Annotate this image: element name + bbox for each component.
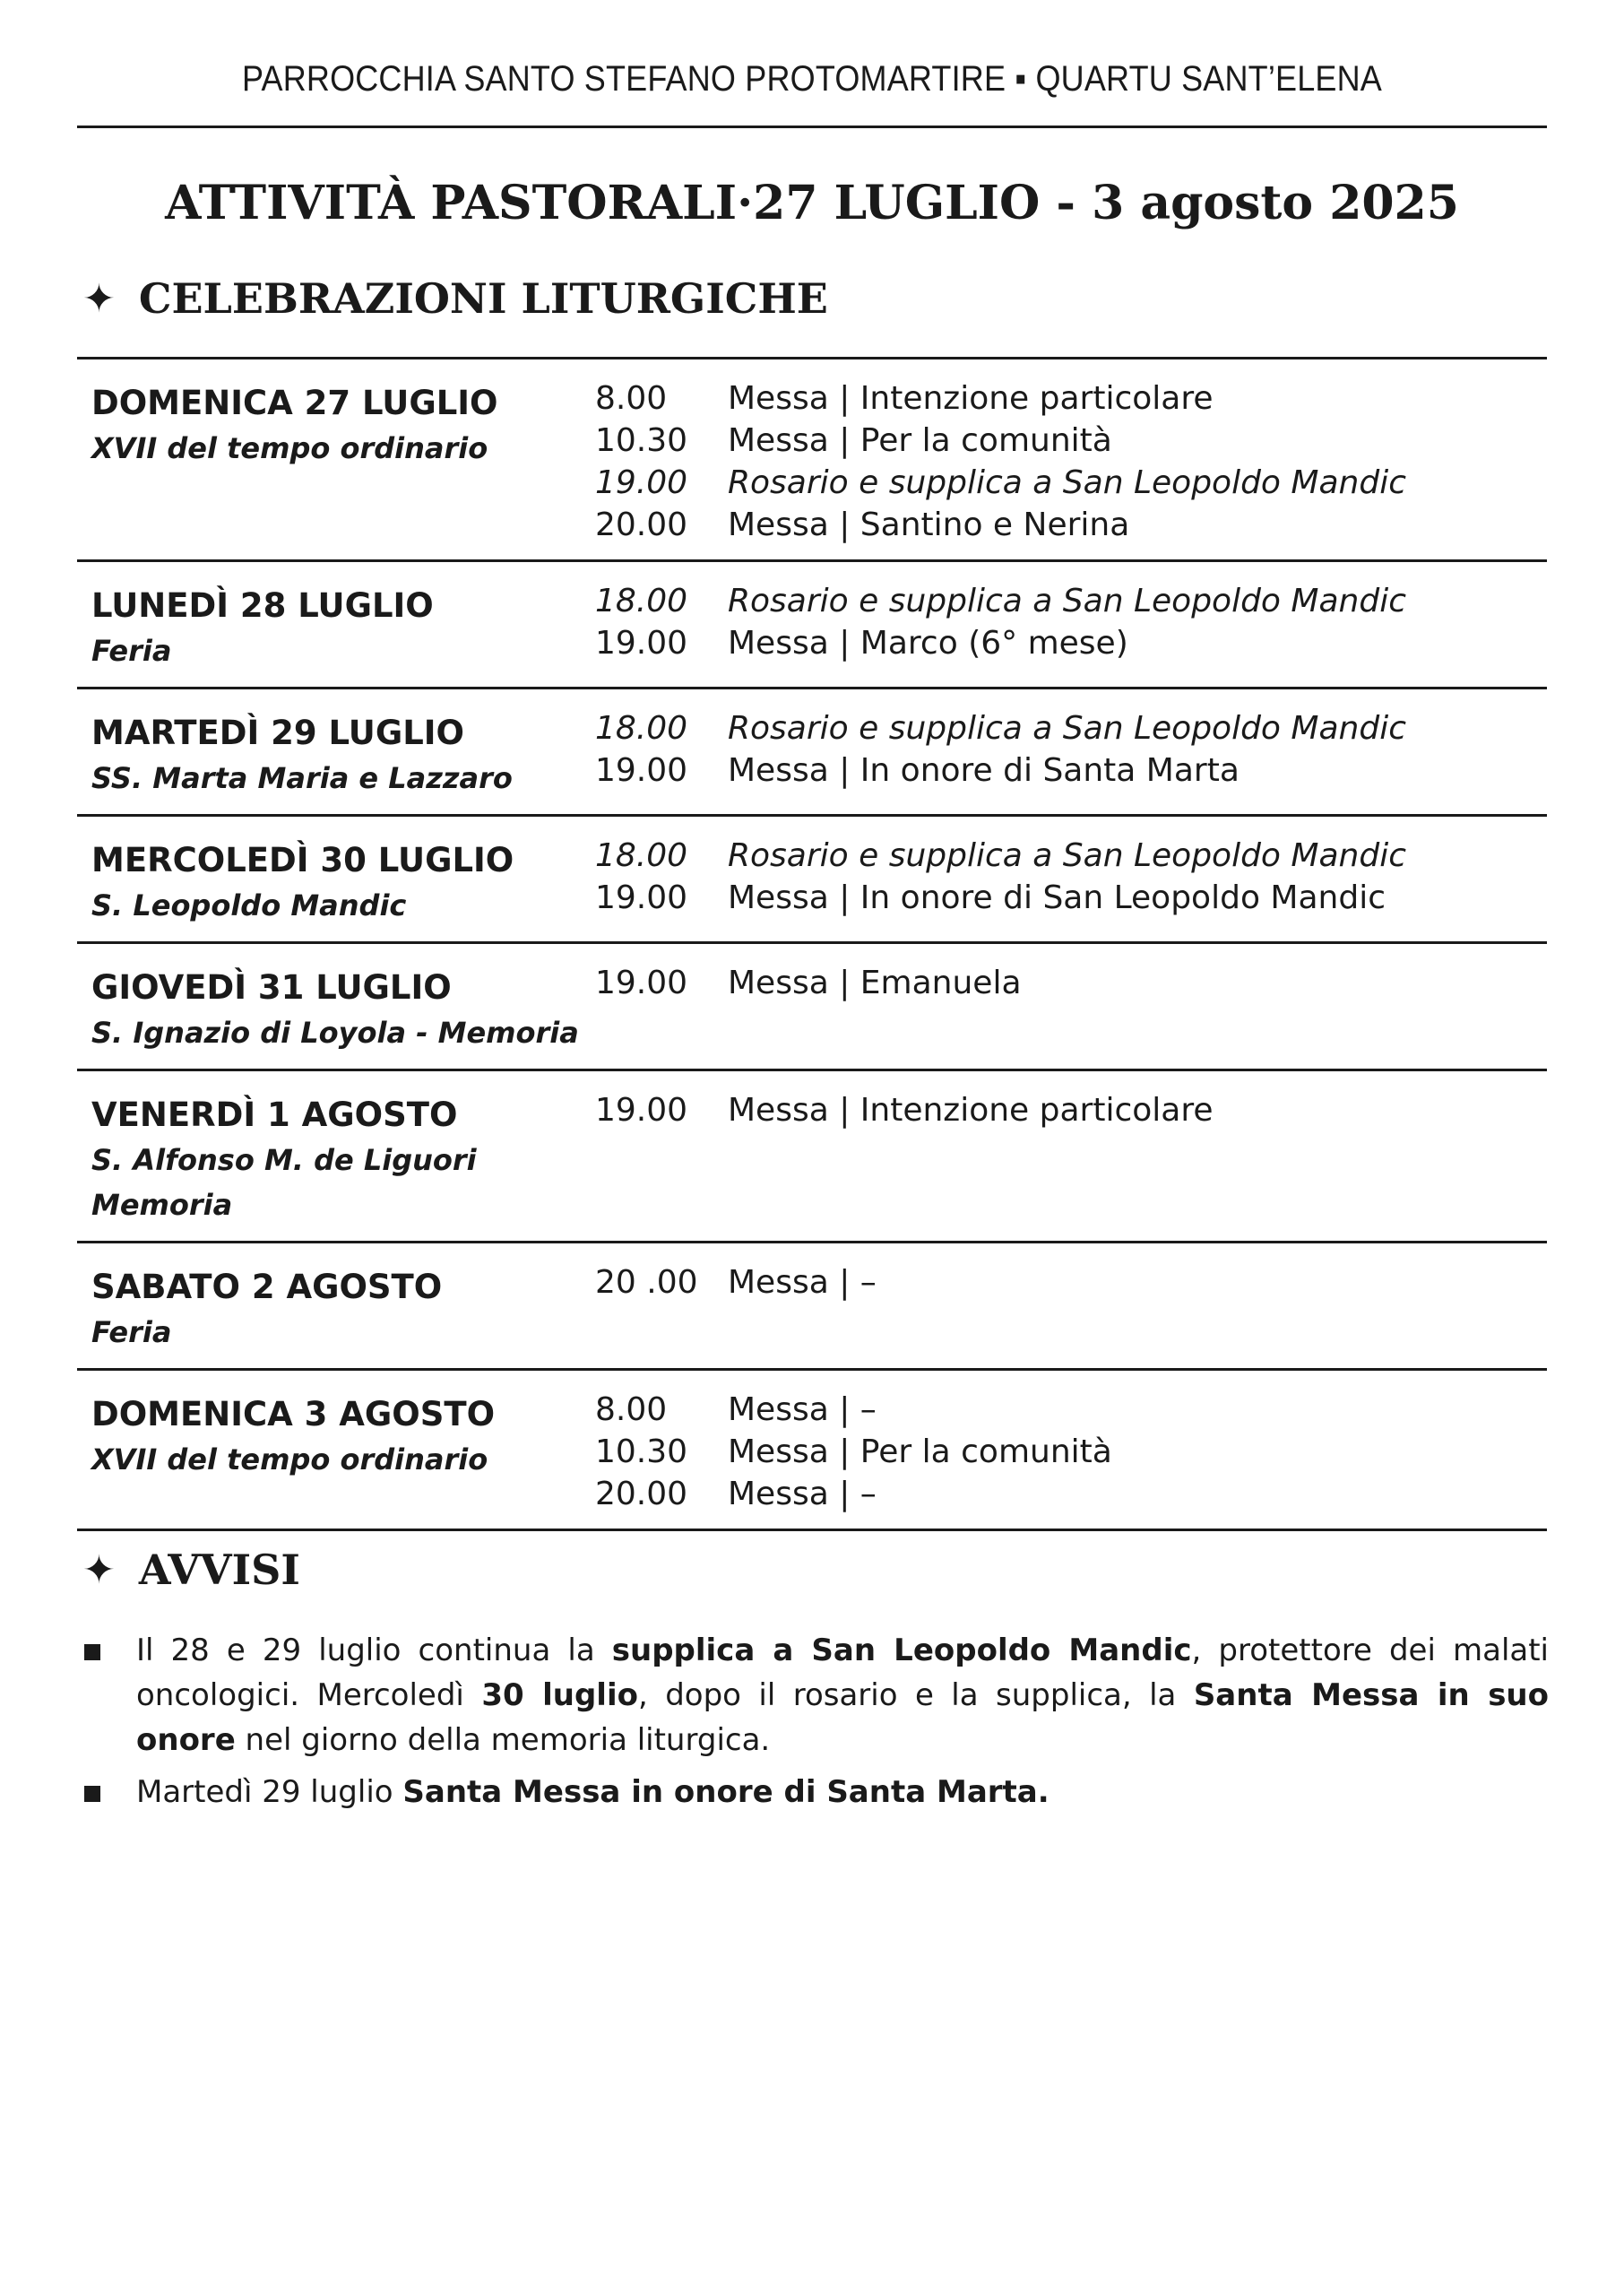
header-divider xyxy=(77,126,1547,128)
schedule-day-row xyxy=(77,559,1547,687)
day-events xyxy=(595,1261,1536,1303)
event-description: Rosario e supplica a San Leopoldo Mandic xyxy=(728,583,1406,619)
event-item xyxy=(595,707,1536,749)
event-item xyxy=(595,504,1536,546)
liturgical-schedule xyxy=(77,357,1547,1531)
day-events xyxy=(595,962,1536,1004)
event-item xyxy=(595,377,1536,420)
notice-text: Il 28 e 29 luglio continua la xyxy=(136,1632,612,1668)
event-item xyxy=(595,462,1536,504)
event-time: 18.00 xyxy=(595,710,688,747)
event-time: 19.00 xyxy=(595,464,688,501)
event-item xyxy=(595,622,1536,664)
day-name: SABATO 2 AGOSTO xyxy=(91,1268,443,1306)
notice-text-bold: 30 luglio xyxy=(481,1677,638,1713)
section-title-avvisi: AVVISI xyxy=(138,1546,300,1594)
schedule-day-row xyxy=(77,941,1547,1069)
header-separator: ▪ xyxy=(1015,59,1027,99)
day-label xyxy=(91,966,593,1055)
day-events xyxy=(595,377,1536,546)
event-time: 20.00 xyxy=(595,507,688,543)
event-description: Messa | – xyxy=(728,1391,877,1428)
day-events xyxy=(595,1089,1536,1131)
event-time: 10.30 xyxy=(595,422,688,459)
parish-city: QUARTU SANT’ELENA xyxy=(1035,59,1382,99)
event-item xyxy=(595,420,1536,462)
day-feast: Feria xyxy=(91,1315,172,1349)
event-description: Rosario e supplica a San Leopoldo Mandic xyxy=(728,710,1406,747)
schedule-day-row xyxy=(77,1241,1547,1368)
notice-text-bold: Santa Messa in onore di Santa Marta. xyxy=(402,1774,1050,1810)
notice-text: Martedì 29 luglio xyxy=(136,1774,403,1810)
event-description: Messa | Emanuela xyxy=(728,965,1022,1001)
notice-text-bold: Santa Messa in suo onore xyxy=(136,1677,1549,1758)
notice-text: nel giorno della memoria liturgica. xyxy=(235,1722,771,1758)
event-time: 19.00 xyxy=(595,1092,688,1129)
title-dates: 27 LUGLIO - 3 agosto 2025 xyxy=(753,176,1459,230)
day-events xyxy=(595,580,1536,664)
parish-header xyxy=(82,59,1543,100)
section-title-celebrazioni: CELEBRAZIONI LITURGICHE xyxy=(138,274,828,323)
day-name: MARTEDÌ 29 LUGLIO xyxy=(91,714,464,752)
day-label xyxy=(91,711,593,801)
event-time: 20.00 xyxy=(595,1476,688,1512)
day-feast: SS. Marta Maria e Lazzaro xyxy=(91,761,513,795)
event-item xyxy=(595,1389,1536,1431)
section-heading-celebrazioni xyxy=(82,274,828,323)
event-time: 18.00 xyxy=(595,583,688,619)
schedule-day-row xyxy=(77,1069,1547,1241)
star-icon: ✦ xyxy=(82,275,116,322)
event-time: 19.00 xyxy=(595,965,688,1001)
square-bullet-icon xyxy=(84,1786,100,1802)
schedule-day-row xyxy=(77,357,1547,559)
event-item xyxy=(595,1261,1536,1303)
event-item xyxy=(595,749,1536,792)
title-separator: · xyxy=(737,176,754,230)
event-time: 10.30 xyxy=(595,1433,688,1470)
day-name: VENERDÌ 1 AGOSTO xyxy=(91,1096,458,1134)
event-time: 18.00 xyxy=(595,837,688,874)
event-time: 19.00 xyxy=(595,879,688,916)
event-description: Messa | Intenzione particolare xyxy=(728,380,1214,417)
day-feast: Feria xyxy=(91,634,172,668)
day-events xyxy=(595,707,1536,792)
day-name: LUNEDÌ 28 LUGLIO xyxy=(91,586,434,625)
day-label xyxy=(91,584,593,673)
day-feast: S. Alfonso M. de Liguori xyxy=(91,1143,477,1177)
day-feast: S. Ignazio di Loyola - Memoria xyxy=(91,1016,579,1050)
event-description: Rosario e supplica a San Leopoldo Mandic xyxy=(728,464,1406,501)
day-label xyxy=(91,1265,593,1355)
notice-text: , protettore dei malati oncologici. Mercoledì xyxy=(136,1632,1549,1713)
event-description: Messa | Per la comunità xyxy=(728,422,1112,459)
day-feast: Memoria xyxy=(91,1188,233,1222)
event-item xyxy=(595,835,1536,877)
notice-item xyxy=(82,1628,1549,1762)
event-item xyxy=(595,877,1536,919)
page-title xyxy=(0,176,1624,230)
event-description: Messa | Santino e Nerina xyxy=(728,507,1130,543)
day-name: DOMENICA 27 LUGLIO xyxy=(91,384,498,422)
square-bullet-icon xyxy=(84,1644,100,1660)
event-item xyxy=(595,580,1536,622)
notices-list xyxy=(82,1628,1549,1822)
event-time: 8.00 xyxy=(595,380,668,417)
day-name: MERCOLEDÌ 30 LUGLIO xyxy=(91,841,514,879)
event-time: 8.00 xyxy=(595,1391,668,1428)
event-time: 20 .00 xyxy=(595,1264,698,1301)
event-time: 19.00 xyxy=(595,625,688,662)
title-main: ATTIVITÀ PASTORALI xyxy=(165,176,738,230)
event-description: Messa | – xyxy=(728,1476,877,1512)
event-description: Messa | Intenzione particolare xyxy=(728,1092,1214,1129)
day-events xyxy=(595,1389,1536,1515)
event-description: Messa | – xyxy=(728,1264,877,1301)
event-item xyxy=(595,962,1536,1004)
event-item xyxy=(595,1431,1536,1473)
day-name: DOMENICA 3 AGOSTO xyxy=(91,1395,496,1433)
event-description: Messa | In onore di Santa Marta xyxy=(728,752,1240,789)
event-item xyxy=(595,1473,1536,1515)
day-label xyxy=(91,381,593,471)
schedule-day-row xyxy=(77,687,1547,814)
parish-name: PARROCCHIA SANTO STEFANO PROTOMARTIRE xyxy=(242,59,1006,99)
event-description: Messa | Marco (6° mese) xyxy=(728,625,1128,662)
schedule-day-row xyxy=(77,814,1547,941)
event-description: Messa | In onore di San Leopoldo Mandic xyxy=(728,879,1386,916)
day-events xyxy=(595,835,1536,919)
day-label xyxy=(91,838,593,928)
notice-item xyxy=(82,1770,1549,1814)
schedule-day-row xyxy=(77,1368,1547,1531)
event-description: Rosario e supplica a San Leopoldo Mandic xyxy=(728,837,1406,874)
day-feast: XVII del tempo ordinario xyxy=(91,1442,488,1477)
day-label xyxy=(91,1093,593,1227)
day-name: GIOVEDÌ 31 LUGLIO xyxy=(91,968,452,1007)
notice-text-bold: supplica a San Leopoldo Mandic xyxy=(611,1632,1192,1668)
event-time: 19.00 xyxy=(595,752,688,789)
day-label xyxy=(91,1392,593,1482)
event-description: Messa | Per la comunità xyxy=(728,1433,1112,1470)
day-feast: S. Leopoldo Mandic xyxy=(91,888,407,922)
day-feast: XVII del tempo ordinario xyxy=(91,431,488,465)
event-item xyxy=(595,1089,1536,1131)
notice-text: , dopo il rosario e la supplica, la xyxy=(637,1677,1194,1713)
star-icon: ✦ xyxy=(82,1546,116,1593)
section-heading-avvisi xyxy=(82,1546,300,1594)
